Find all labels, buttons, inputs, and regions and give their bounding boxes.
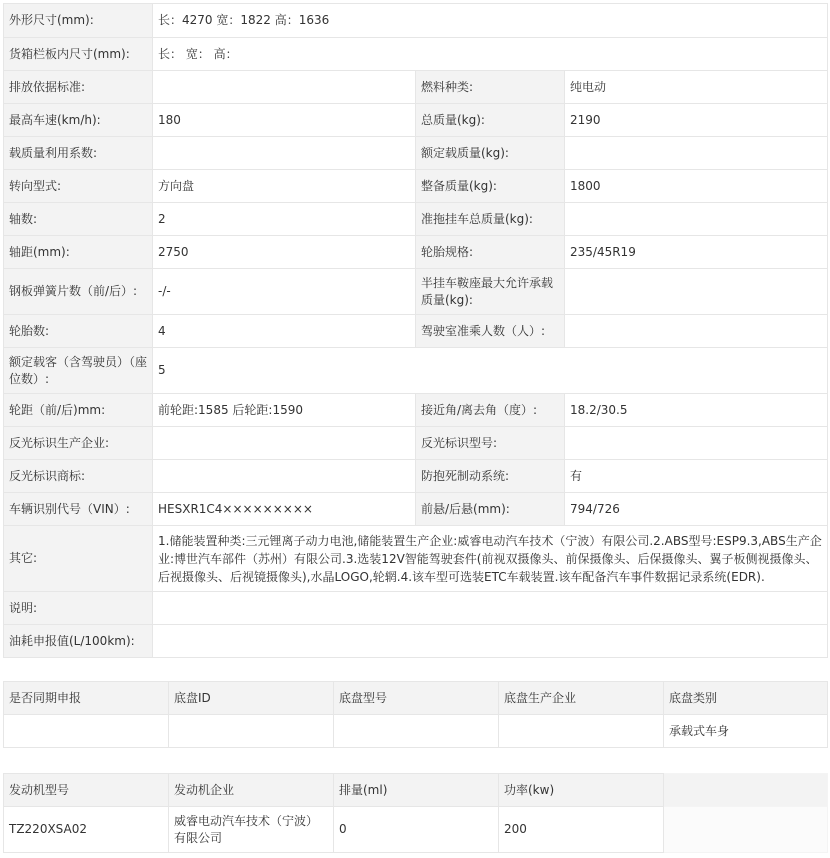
spec-row-load bbox=[4, 137, 828, 170]
spec-row-springs bbox=[4, 269, 828, 315]
engine-displacement-value: 0 bbox=[334, 807, 499, 853]
cargo-box-value: 长： 宽： 高： bbox=[153, 38, 828, 71]
remarks-value bbox=[153, 592, 828, 625]
spec-row-axles bbox=[4, 203, 828, 236]
trailer-mass-value bbox=[565, 203, 828, 236]
spec-row-remarks bbox=[4, 592, 828, 625]
spec-row-seats bbox=[4, 348, 828, 394]
cab-passengers-value bbox=[565, 315, 828, 348]
emission-standard-label: 排放依据标准: bbox=[4, 71, 153, 104]
fuel-consumption-value bbox=[153, 625, 828, 658]
chassis-model-value bbox=[334, 715, 499, 748]
tire-count-value: 4 bbox=[153, 315, 416, 348]
chassis-header-id: 底盘ID bbox=[169, 682, 334, 715]
chassis-sync-value bbox=[4, 715, 169, 748]
rated-load-value bbox=[565, 137, 828, 170]
spec-row-tires bbox=[4, 315, 828, 348]
chassis-data-row bbox=[4, 715, 828, 748]
spec-row-fuel-consumption bbox=[4, 625, 828, 658]
track-value: 前轮距:1585 后轮距:1590 bbox=[153, 394, 416, 427]
spec-row-brand bbox=[4, 460, 828, 493]
dimensions-value: 长：4270 宽：1822 高：1636 bbox=[153, 4, 828, 38]
engine-header-empty bbox=[664, 774, 828, 807]
wheelbase-label: 轴距(mm): bbox=[4, 236, 153, 269]
spec-row-emission bbox=[4, 71, 828, 104]
abs-value: 有 bbox=[565, 460, 828, 493]
seats-label: 额定载客（含驾驶员）（座位数）: bbox=[4, 348, 153, 394]
engine-maker-value: 威睿电动汽车技术（宁波）有限公司 bbox=[169, 807, 334, 853]
tire-spec-value: 235/45R19 bbox=[565, 236, 828, 269]
reflector-brand-label: 反光标识商标: bbox=[4, 460, 153, 493]
engine-data-row bbox=[4, 807, 828, 853]
angles-label: 接近角/离去角（度）: bbox=[416, 394, 565, 427]
vin-label: 车辆识别代号（VIN）: bbox=[4, 493, 153, 526]
chassis-header-sync: 是否同期申报 bbox=[4, 682, 169, 715]
spec-row-vin bbox=[4, 493, 828, 526]
fuel-type-value: 纯电动 bbox=[565, 71, 828, 104]
chassis-maker-value bbox=[499, 715, 664, 748]
axles-value: 2 bbox=[153, 203, 416, 236]
overhang-label: 前悬/后悬(mm): bbox=[416, 493, 565, 526]
rated-load-label: 额定载质量(kg): bbox=[416, 137, 565, 170]
spec-row-reflector bbox=[4, 427, 828, 460]
chassis-id-value bbox=[169, 715, 334, 748]
trailer-mass-label: 准拖挂车总质量(kg): bbox=[416, 203, 565, 236]
axles-label: 轴数: bbox=[4, 203, 153, 236]
chassis-table bbox=[3, 681, 828, 748]
load-util-label: 载质量利用系数: bbox=[4, 137, 153, 170]
remarks-label: 说明: bbox=[4, 592, 153, 625]
engine-header-maker: 发动机企业 bbox=[169, 774, 334, 807]
spec-table bbox=[3, 3, 828, 658]
saddle-load-value bbox=[565, 269, 828, 315]
other-label: 其它: bbox=[4, 526, 153, 592]
engine-header-power: 功率(kw) bbox=[499, 774, 664, 807]
spec-row-wheelbase bbox=[4, 236, 828, 269]
chassis-header-model: 底盘型号 bbox=[334, 682, 499, 715]
emission-standard-value bbox=[153, 71, 416, 104]
spec-row-cargo-box bbox=[4, 38, 828, 71]
abs-label: 防抱死制动系统: bbox=[416, 460, 565, 493]
tire-count-label: 轮胎数: bbox=[4, 315, 153, 348]
total-mass-label: 总质量(kg): bbox=[416, 104, 565, 137]
engine-power-value: 200 bbox=[499, 807, 664, 853]
curb-mass-value: 1800 bbox=[565, 170, 828, 203]
engine-table bbox=[3, 773, 828, 853]
reflector-maker-value bbox=[153, 427, 416, 460]
reflector-model-value bbox=[565, 427, 828, 460]
spec-row-track bbox=[4, 394, 828, 427]
fuel-type-label: 燃料种类: bbox=[416, 71, 565, 104]
fuel-consumption-label: 油耗申报值(L/100km): bbox=[4, 625, 153, 658]
max-speed-label: 最高车速(km/h): bbox=[4, 104, 153, 137]
steering-value: 方向盘 bbox=[153, 170, 416, 203]
angles-value: 18.2/30.5 bbox=[565, 394, 828, 427]
total-mass-value: 2190 bbox=[565, 104, 828, 137]
chassis-header-row bbox=[4, 682, 828, 715]
max-speed-value: 180 bbox=[153, 104, 416, 137]
steering-label: 转向型式: bbox=[4, 170, 153, 203]
wheelbase-value: 2750 bbox=[153, 236, 416, 269]
seats-value: 5 bbox=[153, 348, 828, 394]
vin-value: HESXR1C4××××××××× bbox=[153, 493, 416, 526]
chassis-category-value: 承载式车身 bbox=[664, 715, 828, 748]
reflector-brand-value bbox=[153, 460, 416, 493]
engine-header-row bbox=[4, 774, 828, 807]
reflector-model-label: 反光标识型号: bbox=[416, 427, 565, 460]
chassis-header-maker: 底盘生产企业 bbox=[499, 682, 664, 715]
engine-header-model: 发动机型号 bbox=[4, 774, 169, 807]
saddle-load-label: 半挂车鞍座最大允许承载质量(kg): bbox=[416, 269, 565, 315]
tire-spec-label: 轮胎规格: bbox=[416, 236, 565, 269]
other-value: 1.储能装置种类:三元锂离子动力电池,储能装置生产企业:威睿电动汽车技术（宁波）有限公司.2.ABS型号:ESP9.3,ABS生产企业:博世汽车部件（苏州）有限公司.3.选装12V智能驾驶套件(前视双摄像头、前保摄像头、后保摄像头、翼子板侧视摄像头、后视摄像头、后视镜摄像头),水晶LOGO,轮辋.4.该车型可选装ETC车载装置.该车配备汽车事件数据记录系统(EDR). bbox=[153, 526, 828, 592]
overhang-value: 794/726 bbox=[565, 493, 828, 526]
dimensions-label: 外形尺寸(mm): bbox=[4, 4, 153, 38]
load-util-value bbox=[153, 137, 416, 170]
chassis-header-category: 底盘类别 bbox=[664, 682, 828, 715]
spec-row-steering bbox=[4, 170, 828, 203]
leaf-springs-label: 钢板弹簧片数（前/后）: bbox=[4, 269, 153, 315]
cargo-box-label: 货箱栏板内尺寸(mm): bbox=[4, 38, 153, 71]
spec-row-dimensions bbox=[4, 4, 828, 38]
engine-empty-value bbox=[664, 807, 828, 853]
cab-passengers-label: 驾驶室准乘人数（人）: bbox=[416, 315, 565, 348]
curb-mass-label: 整备质量(kg): bbox=[416, 170, 565, 203]
engine-header-displacement: 排量(ml) bbox=[334, 774, 499, 807]
engine-model-value: TZ220XSA02 bbox=[4, 807, 169, 853]
spec-row-speed bbox=[4, 104, 828, 137]
track-label: 轮距（前/后)mm: bbox=[4, 394, 153, 427]
leaf-springs-value: -/- bbox=[153, 269, 416, 315]
reflector-maker-label: 反光标识生产企业: bbox=[4, 427, 153, 460]
spec-row-other bbox=[4, 526, 828, 592]
